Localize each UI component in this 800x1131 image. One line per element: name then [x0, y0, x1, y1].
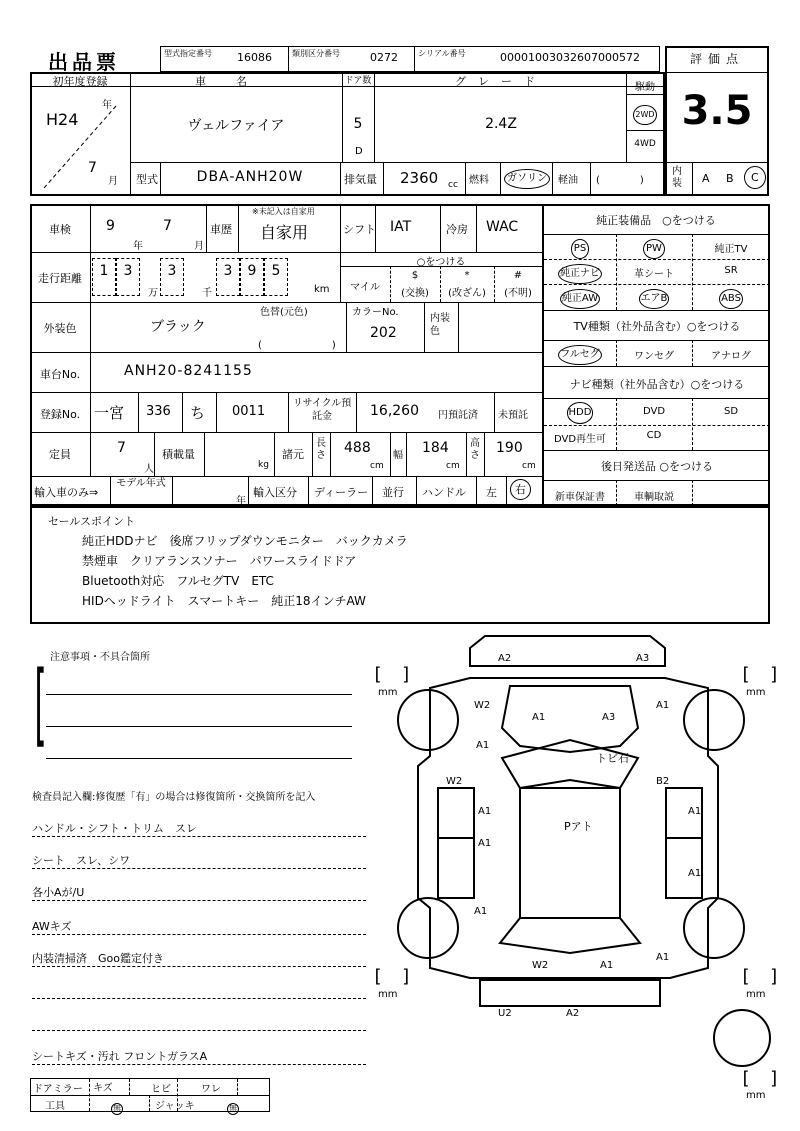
mm-fr: mm	[746, 687, 766, 698]
mile-label: マイル	[350, 282, 380, 293]
color-paren: ( )	[258, 340, 336, 351]
tv-oneseg: ワンセグ	[634, 351, 674, 362]
drive-4wd: 4WD	[634, 139, 656, 149]
mark-a2-rear: A2	[566, 1008, 580, 1019]
mark-pato: Pアト	[564, 820, 593, 833]
interior-a: A	[702, 172, 710, 185]
height-unit: cm	[522, 461, 536, 471]
grade-label: グレード	[455, 75, 547, 88]
chassis-label: 車台No.	[39, 368, 81, 381]
sales-line: HIDヘッドライト スマートキー 純正18インチAW	[82, 594, 366, 608]
fuel-paren: ( )	[596, 175, 644, 186]
bracket-fl: [ ]	[372, 664, 412, 685]
mark-b2-rside: B2	[656, 776, 670, 787]
shift-value: IAT	[390, 219, 412, 235]
sales-line: Bluetooth対応 フルセグTV ETC	[82, 574, 274, 588]
capacity-label: 定員	[49, 448, 71, 461]
len-label: 長さ	[316, 438, 326, 461]
caution-title: 注意事項・不具合箇所	[50, 652, 150, 663]
mileage-digits	[92, 258, 340, 298]
navi-grid	[544, 398, 770, 450]
mirror-label: ドアミラー	[33, 1084, 83, 1095]
reg-kana: ち	[190, 404, 206, 422]
jack-none: 無	[229, 1104, 237, 1113]
right-option	[510, 478, 531, 500]
note-line: ハンドル・シフト・トリム スレ	[32, 822, 197, 835]
mark-a1-ldoor1: A1	[478, 806, 492, 817]
later-warranty: 新車保証書	[555, 492, 605, 503]
bracket-rl: [ ]	[372, 966, 412, 987]
bracket-spare: [ ]	[740, 1068, 780, 1089]
mark-a1-fr: A1	[656, 700, 670, 711]
navi-sd: SD	[723, 406, 739, 417]
tv-grid	[544, 340, 770, 366]
color-change-label: 色替(元色)	[260, 307, 308, 318]
mileage-digit: 3	[160, 258, 184, 296]
shaken-month: 7	[163, 218, 172, 234]
sales-line: 禁煙車 クリアランスソナー パワースライドドア	[82, 554, 357, 568]
tv-fullseg: フルセグ	[558, 345, 602, 365]
car-name: ヴェルファイア	[187, 118, 285, 134]
car-diagram	[370, 628, 790, 1118]
shaken-year-unit: 年	[133, 241, 143, 252]
disp-value: 2360	[400, 169, 439, 187]
ac-value: WAC	[486, 219, 519, 235]
doors-d: D	[355, 146, 363, 157]
unknown-sym: #	[513, 270, 523, 281]
cd-label: CD	[646, 430, 662, 441]
history-value: 自家用	[260, 223, 309, 242]
height-value: 190	[496, 440, 523, 456]
interior-c	[744, 166, 766, 189]
mm-rr: mm	[746, 989, 766, 1000]
exchange-txt: (交換)	[401, 288, 429, 299]
capacity-unit: 人	[144, 464, 154, 475]
model-value: DBA-ANH20W	[196, 169, 304, 185]
mark-a1-rear: A1	[600, 960, 614, 971]
reg-city: 一宮	[94, 404, 125, 422]
reg-year-unit: 年	[102, 100, 112, 111]
shift-label: シフト	[343, 223, 376, 236]
form-title: 出品票	[48, 50, 120, 74]
later-title: 後日発送品 ○をつける	[600, 460, 714, 473]
mm-rl: mm	[378, 989, 398, 1000]
tools-none: 無	[113, 1104, 121, 1113]
mark-a1-lrear: A1	[474, 906, 488, 917]
length-unit: cm	[370, 461, 384, 471]
mileage-digit: 9	[240, 258, 264, 296]
navi-title: ナビ種類（社外品含む）○をつける	[569, 378, 745, 391]
bracket-rr: [ ]	[740, 966, 780, 987]
mark-w2-fl: W2	[474, 700, 491, 711]
mark-a3-hood: A3	[602, 712, 616, 723]
int-color-label: 内装色	[430, 313, 450, 337]
note-line: 各小Aが/U	[32, 886, 85, 899]
ext-color-label: 外装色	[43, 322, 77, 335]
note-line: シートキズ・汚れ フロントガラスA	[32, 1050, 208, 1063]
mark-a1-rdoor1: A1	[688, 806, 702, 817]
color-no-label: カラーNo.	[352, 307, 399, 318]
fuel-label: 燃料	[469, 175, 489, 186]
equip-grid	[544, 234, 770, 310]
serial-no: 00001003032607000572	[500, 51, 640, 64]
dims-label: 諸元	[282, 448, 304, 461]
mark-u2: U2	[498, 1008, 512, 1019]
sales-line: 純正HDDナビ 後席フリップダウンモニター バックカメラ	[82, 534, 408, 548]
model-year-unit: 年	[236, 496, 246, 507]
load-label: 積載量	[162, 448, 195, 461]
tv-analog: アナログ	[711, 351, 751, 362]
sales-title: セールスポイント	[48, 515, 136, 528]
shaken-month-unit: 月	[194, 241, 204, 252]
car-name-label: 車名	[195, 75, 277, 88]
equip-aw: 純正AW	[560, 289, 600, 309]
mark-w2-rear: W2	[532, 960, 549, 971]
man-unit: 万	[148, 288, 158, 299]
type-label: 型式指定番号	[164, 49, 212, 58]
mirror-tools-table	[30, 1078, 270, 1112]
handle-label: ハンドル	[422, 486, 466, 499]
mileage-digit: 3	[116, 258, 140, 296]
mileage-digit: 1	[92, 258, 116, 296]
unknown-txt: (不明)	[504, 288, 532, 299]
interior-label: 内装	[672, 166, 682, 189]
reg-year: H24	[46, 110, 79, 129]
type-no: 16086	[237, 51, 272, 64]
dvd-play: DVD再生可	[553, 434, 607, 445]
recycle-unit: 円預託済	[438, 410, 478, 421]
parallel-option: 並行	[382, 486, 404, 499]
note-line: 内装清掃済 Goo鑑定付き	[32, 952, 164, 965]
exchange-sym: $	[411, 270, 419, 281]
tools-label: 工具	[45, 1101, 65, 1112]
note-line: AWキズ	[32, 920, 72, 933]
recycle-not: 未預託	[498, 410, 528, 421]
import-class-label: 輸入区分	[253, 486, 297, 499]
interior-c-circle: C	[744, 166, 766, 189]
class-no: 0272	[370, 51, 398, 64]
model-label: 型式	[136, 173, 158, 186]
capacity-value: 7	[117, 440, 126, 456]
fuel-gas	[504, 166, 550, 189]
drive-2wd-circle: 2WD	[633, 105, 656, 125]
mm-fl: mm	[378, 687, 398, 698]
class-label: 類別区分番号	[292, 49, 340, 58]
recycle-label: リサイクル預託金	[292, 398, 352, 422]
doors-value: 5	[353, 116, 363, 132]
km-unit: km	[314, 284, 330, 295]
note-line: シート スレ、シワ	[32, 854, 131, 867]
reg-month: 7	[88, 160, 97, 176]
mileage-label: 走行距離	[38, 272, 82, 285]
bracket-fr: [ ]	[740, 664, 780, 685]
mark-label: ○をつける	[416, 257, 466, 268]
reg-label: 登録No.	[39, 408, 81, 421]
serial-label: シリアル番号	[418, 49, 466, 58]
equip-abs: ABS	[719, 289, 743, 309]
width-label: 幅	[393, 450, 403, 461]
mark-a1-rr: A1	[656, 952, 670, 963]
shaken-year: 9	[106, 218, 115, 234]
mileage-digit: 5	[264, 258, 288, 296]
fuel-gas-circle: ガソリン	[504, 169, 550, 189]
equip-sr: SR	[724, 265, 738, 276]
right-circle: 右	[510, 479, 531, 500]
mm-spare: mm	[746, 1090, 766, 1101]
mark-tobi: トビ石	[596, 752, 629, 765]
inspector-title: 検査員記入欄:修復歴「有」の場合は修復箇所・交換箇所を記入	[32, 792, 316, 803]
ext-color-value: ブラック	[150, 319, 206, 335]
length-value: 488	[344, 440, 371, 456]
model-year-label: モデル年式	[116, 478, 166, 489]
color-no-value: 202	[370, 325, 397, 341]
fuel-diesel: 軽油	[558, 175, 578, 186]
shaken-label: 車検	[49, 223, 71, 236]
reg-num: 336	[146, 404, 171, 419]
break-label: ワレ	[201, 1084, 221, 1095]
tamper-txt: (改ざん)	[448, 288, 486, 299]
equip-airbag: エアB	[639, 289, 670, 309]
tamper-sym: *	[464, 270, 470, 281]
history-label: 車歴	[210, 223, 232, 236]
mark-a1-hood: A1	[532, 712, 546, 723]
equip-ps: PS	[571, 239, 589, 259]
chassis-value: ANH20-8241155	[124, 363, 253, 379]
mirror-scratch: キズ	[93, 1083, 113, 1094]
mileage-digit: 3	[216, 258, 240, 296]
mark-a1-rdoor2: A1	[688, 868, 702, 879]
jack-label: ジャッキ	[155, 1101, 195, 1112]
bracket-left: [	[30, 652, 49, 757]
sen-unit: 千	[202, 288, 212, 299]
crack-label: ヒビ	[151, 1084, 171, 1095]
mark-a3-front: A3	[636, 653, 650, 664]
height-label: 高さ	[470, 438, 480, 461]
disp-unit: cc	[448, 180, 458, 190]
drive-2wd	[627, 102, 663, 125]
drive-label: 駆動	[635, 82, 655, 93]
mark-w2-lside: W2	[446, 776, 463, 787]
grade-value: 2.4Z	[485, 116, 517, 132]
recycle-value: 16,260	[370, 403, 419, 419]
import-label: 輸入車のみ⇒	[34, 486, 99, 499]
left-option: 左	[486, 486, 497, 499]
mark-a1-lfender: A1	[476, 740, 490, 751]
disp-label: 排気量	[344, 173, 377, 186]
mark-a2-front: A2	[498, 653, 512, 664]
score-value: 3.5	[681, 88, 753, 134]
navi-hdd: HDD	[567, 402, 594, 424]
first-reg-label: 初年度登録	[52, 75, 108, 88]
later-manual: 車輌取説	[634, 492, 674, 503]
history-note: ※未記入は自家用	[252, 207, 315, 216]
score-label: 評価点	[689, 52, 744, 66]
reg-serial: 0011	[232, 404, 266, 419]
doors-label: ドア数	[344, 76, 372, 86]
interior-b: B	[726, 172, 734, 185]
ac-label: 冷房	[446, 223, 468, 236]
equip-tv: 純正TV	[714, 244, 748, 255]
navi-dvd: DVD	[642, 406, 666, 417]
load-unit: kg	[258, 460, 269, 470]
dealer-option: ディーラー	[314, 486, 369, 499]
width-value: 184	[422, 440, 449, 456]
equip-leather: 革シート	[634, 269, 674, 280]
width-unit: cm	[446, 461, 460, 471]
tv-title: TV種類（社外品含む）○をつける	[573, 320, 741, 333]
equip-navi: 純正ナビ	[558, 264, 602, 284]
equip-title: 純正装備品 ○をつける	[596, 214, 716, 227]
mark-a1-ldoor2: A1	[478, 838, 492, 849]
equip-pw: PW	[643, 239, 665, 259]
reg-month-unit: 月	[108, 176, 118, 187]
